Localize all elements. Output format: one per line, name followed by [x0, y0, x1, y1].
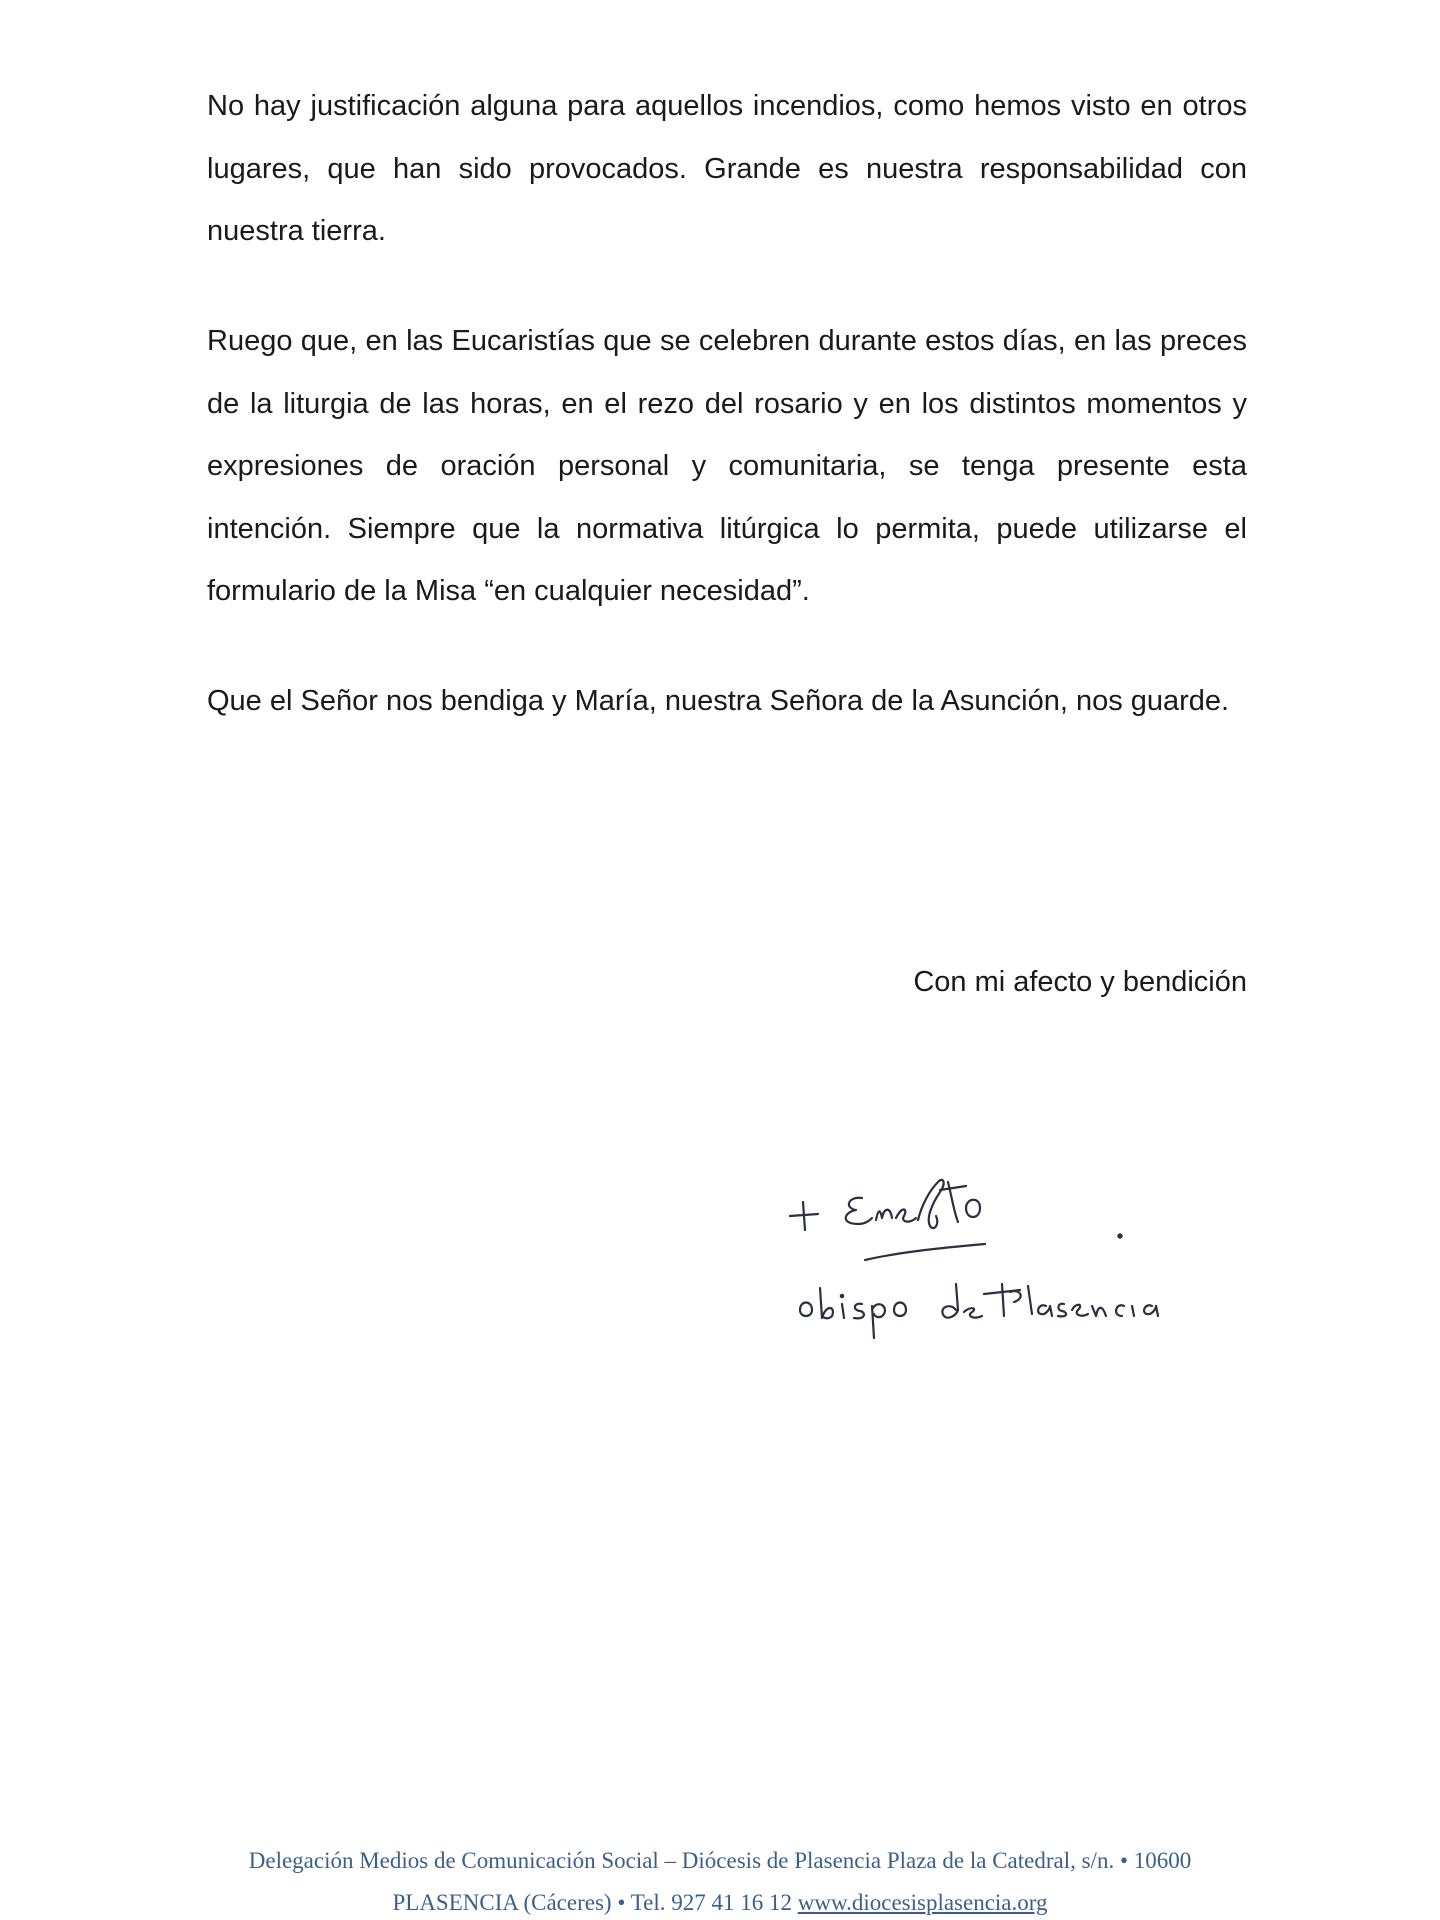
paragraph-blessing: Que el Señor nos bendiga y María, nuestra Señora de la Asunción, nos guarde.: [207, 685, 1230, 717]
paragraph-fires: No hay justificación alguna para aquellos incendios, como hemos visto en otros lugares, que han sido provocados. Grande es nuestra responsabilidad con nuestra tierra.: [207, 90, 1247, 247]
footer-phone-text: PLASENCIA (Cáceres) • Tel. 927 41 16 12: [392, 1890, 793, 1915]
closing-line: Con mi afecto y bendición: [913, 966, 1247, 998]
handwritten-signature: [770, 1160, 1210, 1390]
paragraph-prayer-request: Ruego que, en las Eucaristías que se celebren durante estos días, en las preces de la liturgia de las horas, en el rezo del rosario y en los distintos momentos y expresiones de oración personal y comunitaria, se tenga presente esta intención. Siempre que la normativa litúrgica lo permita, puede utilizarse el formulario de la Misa “en cualquier necesidad”.: [207, 325, 1247, 607]
signature-name-text: + Ernesto: [790, 1220, 794, 1221]
signature-title-text: obispo de Plasencia: [800, 1320, 808, 1321]
footer-address-line: Delegación Medios de Comunicación Social – Diócesis de Plasencia Plaza de la Catedral, s/n. • 10600: [248, 1848, 1192, 1873]
footer-contact-line: [0, 1890, 1440, 1916]
footer-website-link[interactable]: www.diocesisplasencia.org: [797, 1890, 1048, 1915]
